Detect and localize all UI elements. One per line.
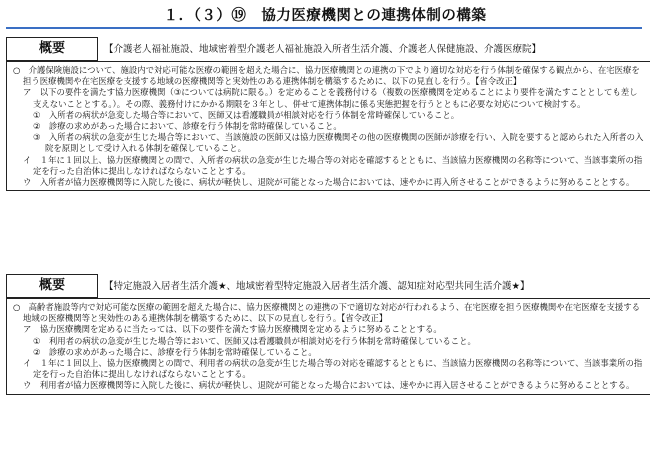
requirement-1: ① 入所者の病状が急変した場合等において、医師又は看護職員が相談対応を行う体制を常時確保していること。 xyxy=(33,109,460,120)
overview-label: 概要 xyxy=(6,37,98,61)
item-i: イ １年に１回以上、協力医療機関との間で、入所者の病状の急変が生じた場合等の対応を確認するとともに、当該協力医療機関の名称等について、当該事業所の指定を行った自治体に提出しなければならないこととする。 xyxy=(23,154,643,176)
requirement-3: ③ 入所者の病状の急変が生じた場合等において、当該施設の医師又は協力医療機関その他の医療機関の医師が診療を行い、入院を要すると認められた入所者の入院を原則として受け入れる体制を確保していること。 xyxy=(33,132,644,154)
overview-box xyxy=(6,298,650,395)
requirement-2: ② 診療の求めがあった場合において、診療を行う体制を常時確保していること。 xyxy=(33,121,342,132)
item-a: ア 協力医療機関を定めるに当たっては、以下の要件を満たす協力医療機関を定めるように努めることとする。 xyxy=(23,324,442,335)
item-i: イ １年に１回以上、協力医療機関との間で、利用者の病状の急変が生じた場合等の対応を確認するとともに、当該協力医療機関の名称等について、当該事業所の指定を行った自治体に提出しなければならないこととする。 xyxy=(23,358,643,380)
intro-paragraph: ○ 高齢者施設等内で対応可能な医療の範囲を超えた場合に、協力医療機関との連携の下で適切な対応が行われるよう、在宅医療を担う医療機関や在宅医療を支援する地域の医療機関等と実効性のある連携体制を構築するために、以下の見直しを行う。【省令改正】 xyxy=(13,302,641,324)
overview-box xyxy=(6,61,650,191)
target-services: 【特定施設入居者生活介護★、地域密着型特定施設入居者生活介護、認知症対応型共同生活介護★】 xyxy=(104,281,530,292)
requirement-1: ① 利用者の病状の急変が生じた場合等において、医師又は看護職員が相談対応を行う体制を常時確保していること。 xyxy=(33,335,476,346)
overview-label: 概要 xyxy=(6,274,98,298)
requirement-2: ② 診療の求めがあった場合に、診療を行う体制を常時確保していること。 xyxy=(33,346,317,357)
page-title: １．（３）⑲ 協力医療機関との連携体制の構築 xyxy=(163,8,487,24)
target-services: 【介護老人福祉施設、地域密着型介護老人福祉施設入所者生活介護、介護老人保健施設、介護医療院】 xyxy=(104,44,542,55)
item-u: ウ 利用者が協力医療機関等に入院した後に、病状が軽快し、退院が可能となった場合においては、速やかに再入居させることができるように努めることとする。 xyxy=(23,380,635,391)
title-underline xyxy=(6,27,642,29)
item-a: ア 以下の要件を満たす協力医療機関（③については病院に限る。）を定めることを義務付ける（複数の医療機関を定めることにより要件を満たすこととしても差し支えないこととする。）。その際、義務付けにかかる期限を３年とし、併せて連携体制に係る実態把握を行うとともに必要な対応について検討する。 xyxy=(23,87,638,109)
item-u: ウ 入所者が協力医療機関等に入院した後に、病状が軽快し、退院が可能となった場合においては、速やかに再入所させることができるように努めることとする。 xyxy=(23,177,635,188)
intro-paragraph: ○ 介護保険施設について、施設内で対応可能な医療の範囲を超えた場合に、協力医療機関との連携の下でより適切な対応を行う体制を確保する観点から、在宅医療を担う医療機関や在宅医療を支援する地域の医療機関等と実効性のある連携体制を構築するために、以下の見直しを行う。【省令改正】 xyxy=(13,65,640,87)
